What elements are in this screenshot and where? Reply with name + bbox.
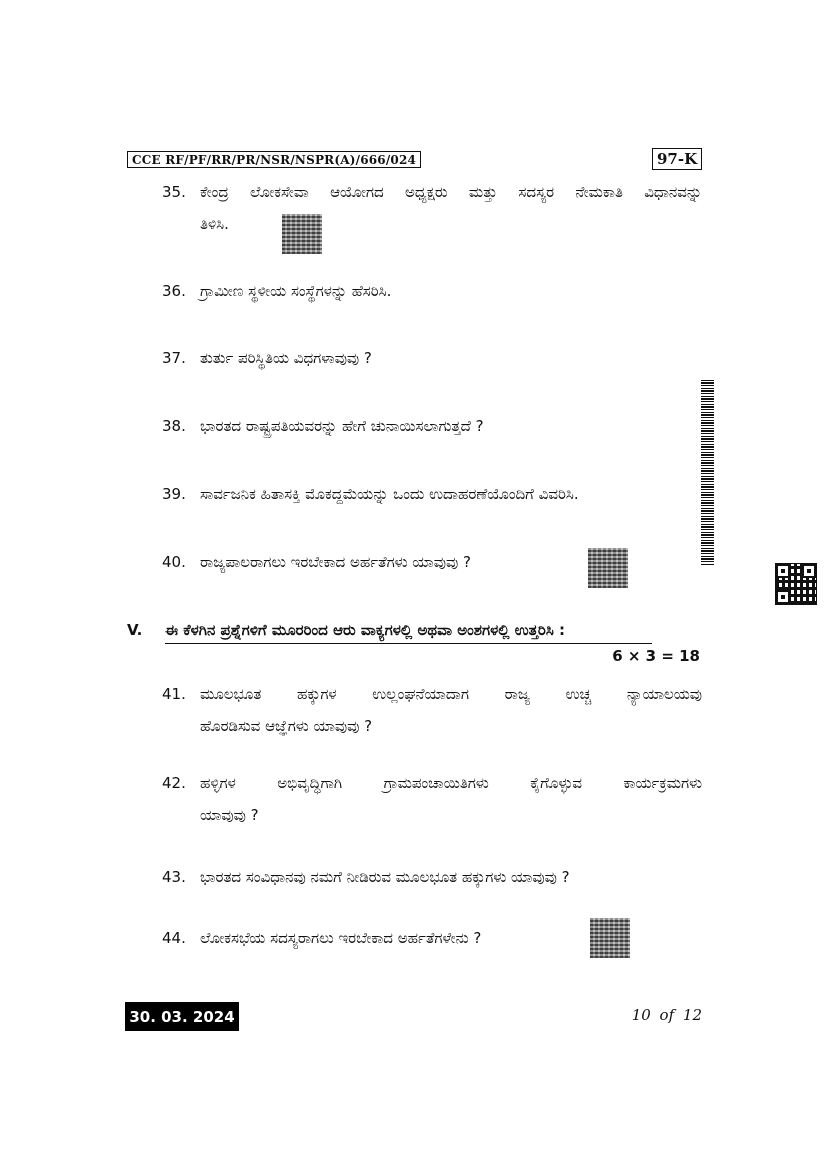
page-number: 10 of 12 <box>631 1006 702 1024</box>
question-43 <box>162 861 702 893</box>
question-37 <box>162 342 702 374</box>
question-number: 41. <box>162 685 186 703</box>
question-text: ತುರ್ತು ಪರಿಸ್ಥಿತಿಯ ವಿಧಗಳಾವುವು ? <box>200 349 372 367</box>
barcode-icon <box>701 380 714 566</box>
scan-noise-mark <box>282 214 322 254</box>
question-text-line-2: ತಿಳಿಸಿ. <box>200 215 229 233</box>
paper-code: CCE RF/PF/RR/PR/NSR/NSPR(A)/666/024 <box>127 151 421 168</box>
question-text-line-2: ಹೊರಡಿಸುವ ಆಜ್ಞೆಗಳು ಯಾವುವು ? <box>200 717 373 735</box>
section-number: V. <box>127 621 143 639</box>
section-marks: 6 × 3 = 18 <box>612 647 700 665</box>
question-number: 39. <box>162 485 186 503</box>
qr-code-icon <box>776 564 816 604</box>
section-underline <box>165 643 652 644</box>
question-text: ರಾಜ್ಯಪಾಲರಾಗಲು ಇರಬೇಕಾದ ಅರ್ಹತೆಗಳು ಯಾವುವು ? <box>200 553 471 571</box>
question-42 <box>162 767 702 831</box>
question-text: ಭಾರತದ ರಾಷ್ಟ್ರಪತಿಯವರನ್ನು ಹೇಗೆ ಚುನಾಯಿಸಲಾಗುತ್ತದೆ ? <box>200 417 484 435</box>
question-text: ಸಾರ್ವಜನಿಕ ಹಿತಾಸಕ್ತಿ ಮೊಕದ್ದಮೆಯನ್ನು ಒಂದು ಉದಾಹರಣೆಯೊಂದಿಗೆ ವಿವರಿಸಿ. <box>200 485 579 503</box>
question-number: 37. <box>162 349 186 367</box>
paper-number: 97-K <box>652 148 702 170</box>
question-text-line-2: ಯಾವುವು ? <box>200 806 259 824</box>
question-number: 38. <box>162 417 186 435</box>
question-number: 43. <box>162 868 186 886</box>
scan-noise-mark <box>590 918 630 958</box>
question-number: 35. <box>162 183 186 201</box>
question-text-line-1: ಹಳ್ಳಿಗಳ ಅಭಿವೃದ್ಧಿಗಾಗಿ ಗ್ರಾಮಪಂಚಾಯಿತಿಗಳು ಕೈಗೊಳ್ಳುವ ಕಾರ್ಯಕ್ರಮಗಳು <box>200 774 702 792</box>
question-number: 44. <box>162 929 186 947</box>
question-38 <box>162 410 702 442</box>
exam-date-badge: 30. 03. 2024 <box>125 1002 239 1031</box>
question-text-line-1: ಮೂಲಭೂತ ಹಕ್ಕುಗಳ ಉಲ್ಲಂಘನೆಯಾದಾಗ ರಾಜ್ಯ ಉಚ್ಚ ನ್ಯಾಯಾಲಯವು <box>200 685 702 703</box>
scan-noise-mark <box>588 548 628 588</box>
question-number: 40. <box>162 553 186 571</box>
question-35 <box>162 176 702 240</box>
section-instruction: ಈ ಕೆಳಗಿನ ಪ್ರಶ್ನೆಗಳಿಗೆ ಮೂರರಿಂದ ಆರು ವಾಕ್ಯಗಳಲ್ಲಿ ಅಥವಾ ಅಂಶಗಳಲ್ಲಿ ಉತ್ತರಿಸಿ : <box>165 621 566 639</box>
question-text: ಭಾರತದ ಸಂವಿಧಾನವು ನಮಗೆ ನೀಡಿರುವ ಮೂಲಭೂತ ಹಕ್ಕುಗಳು ಯಾವುವು ? <box>200 868 570 886</box>
question-number: 42. <box>162 774 186 792</box>
question-41 <box>162 678 702 742</box>
question-text-line-1: ಕೇಂದ್ರ ಲೋಕಸೇವಾ ಆಯೋಗದ ಅಧ್ಯಕ್ಷರು ಮತ್ತು ಸದಸ್ಯರ ನೇಮಕಾತಿ ವಿಧಾನವನ್ನು <box>200 183 702 201</box>
question-36 <box>162 275 702 307</box>
question-text: ಲೋಕಸಭೆಯ ಸದಸ್ಯರಾಗಲು ಇರಬೇಕಾದ ಅರ್ಹತೆಗಳೇನು ? <box>200 929 482 947</box>
question-text: ಗ್ರಾಮೀಣ ಸ್ಥಳೀಯ ಸಂಸ್ಥೆಗಳನ್ನು ಹೆಸರಿಸಿ. <box>200 282 392 300</box>
question-number: 36. <box>162 282 186 300</box>
question-39 <box>162 478 702 510</box>
